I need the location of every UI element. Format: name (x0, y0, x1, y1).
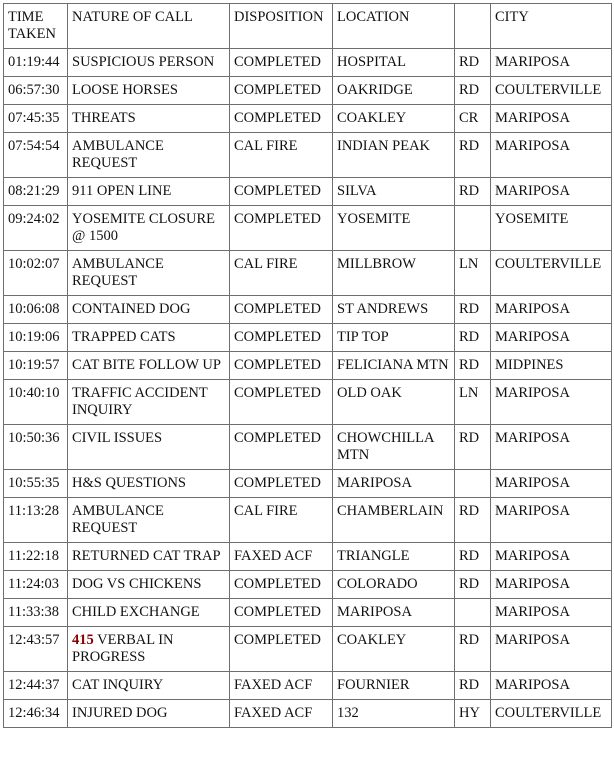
cell-suffix: HY (455, 700, 491, 728)
cell-nature: DOG VS CHICKENS (68, 571, 230, 599)
cell-time: 08:21:29 (4, 178, 68, 206)
cell-nature: H&S QUESTIONS (68, 470, 230, 498)
cell-nature: INJURED DOG (68, 700, 230, 728)
cell-location: 132 (333, 700, 455, 728)
cell-disposition: COMPLETED (230, 470, 333, 498)
cell-suffix: RD (455, 571, 491, 599)
table-row (4, 251, 612, 296)
table-row (4, 105, 612, 133)
cell-disposition: COMPLETED (230, 571, 333, 599)
cell-location: FOURNIER (333, 672, 455, 700)
cell-suffix: RD (455, 324, 491, 352)
table-row (4, 470, 612, 498)
cell-location: COAKLEY (333, 627, 455, 672)
cell-location: COAKLEY (333, 105, 455, 133)
cell-suffix: RD (455, 77, 491, 105)
cell-disposition: COMPLETED (230, 380, 333, 425)
header-nature: NATURE OF CALL (68, 4, 230, 49)
cell-time: 10:19:57 (4, 352, 68, 380)
cell-nature: RETURNED CAT TRAP (68, 543, 230, 571)
cell-city: MARIPOSA (491, 470, 612, 498)
table-row (4, 672, 612, 700)
cell-city: YOSEMITE (491, 206, 612, 251)
cell-nature: CIVIL ISSUES (68, 425, 230, 470)
cell-suffix (455, 206, 491, 251)
cell-disposition: CAL FIRE (230, 251, 333, 296)
cell-disposition: COMPLETED (230, 49, 333, 77)
cell-suffix (455, 470, 491, 498)
cell-time: 10:06:08 (4, 296, 68, 324)
cell-suffix: CR (455, 105, 491, 133)
cell-location: OLD OAK (333, 380, 455, 425)
cell-nature: TRAPPED CATS (68, 324, 230, 352)
cell-city: MARIPOSA (491, 324, 612, 352)
table-row (4, 498, 612, 543)
cell-time: 07:45:35 (4, 105, 68, 133)
cell-city: MARIPOSA (491, 296, 612, 324)
cell-suffix: RD (455, 425, 491, 470)
cell-time: 06:57:30 (4, 77, 68, 105)
cell-disposition: COMPLETED (230, 324, 333, 352)
cell-location: HOSPITAL (333, 49, 455, 77)
table-row (4, 700, 612, 728)
cell-nature: TRAFFIC ACCIDENT INQUIRY (68, 380, 230, 425)
cell-location: MILLBROW (333, 251, 455, 296)
cell-city: MARIPOSA (491, 627, 612, 672)
cell-nature: CHILD EXCHANGE (68, 599, 230, 627)
header-time: TIME TAKEN (4, 4, 68, 49)
table-row (4, 206, 612, 251)
cell-city: MARIPOSA (491, 49, 612, 77)
cell-location: TRIANGLE (333, 543, 455, 571)
cell-location: SILVA (333, 178, 455, 206)
cell-location: CHOWCHILLA MTN (333, 425, 455, 470)
cell-location: INDIAN PEAK (333, 133, 455, 178)
cell-city: MARIPOSA (491, 425, 612, 470)
cell-disposition: CAL FIRE (230, 133, 333, 178)
cell-location: CHAMBERLAIN (333, 498, 455, 543)
cell-time: 07:54:54 (4, 133, 68, 178)
cell-suffix: RD (455, 133, 491, 178)
cell-nature: 911 OPEN LINE (68, 178, 230, 206)
cell-time: 10:02:07 (4, 251, 68, 296)
cell-time: 11:33:38 (4, 599, 68, 627)
table-row (4, 599, 612, 627)
cell-city: MIDPINES (491, 352, 612, 380)
cell-city: MARIPOSA (491, 178, 612, 206)
cell-nature: AMBULANCE REQUEST (68, 498, 230, 543)
cell-location: YOSEMITE (333, 206, 455, 251)
cell-disposition: COMPLETED (230, 206, 333, 251)
cell-location: TIP TOP (333, 324, 455, 352)
cell-time: 10:50:36 (4, 425, 68, 470)
cell-city: MARIPOSA (491, 571, 612, 599)
cell-city: COULTERVILLE (491, 251, 612, 296)
cell-location: FELICIANA MTN (333, 352, 455, 380)
cell-time: 01:19:44 (4, 49, 68, 77)
cell-disposition: COMPLETED (230, 627, 333, 672)
cell-suffix: RD (455, 672, 491, 700)
table-row (4, 77, 612, 105)
cell-city: MARIPOSA (491, 498, 612, 543)
table-row (4, 352, 612, 380)
cell-disposition: FAXED ACF (230, 543, 333, 571)
cell-time: 10:40:10 (4, 380, 68, 425)
cell-nature: AMBULANCE REQUEST (68, 133, 230, 178)
cell-city: COULTERVILLE (491, 700, 612, 728)
cell-suffix: RD (455, 627, 491, 672)
cell-nature: CAT INQUIRY (68, 672, 230, 700)
header-suffix (455, 4, 491, 49)
cell-location: MARIPOSA (333, 599, 455, 627)
cell-time: 10:19:06 (4, 324, 68, 352)
cell-disposition: COMPLETED (230, 77, 333, 105)
table-row (4, 178, 612, 206)
cell-disposition: COMPLETED (230, 352, 333, 380)
call-log-table (3, 3, 612, 728)
cell-suffix: RD (455, 178, 491, 206)
table-row (4, 324, 612, 352)
table-row (4, 133, 612, 178)
cell-city: MARIPOSA (491, 599, 612, 627)
cell-suffix: LN (455, 251, 491, 296)
cell-suffix: RD (455, 49, 491, 77)
cell-nature: CAT BITE FOLLOW UP (68, 352, 230, 380)
cell-nature: LOOSE HORSES (68, 77, 230, 105)
cell-nature: YOSEMITE CLOSURE @ 1500 (68, 206, 230, 251)
header-disposition: DISPOSITION (230, 4, 333, 49)
cell-city: MARIPOSA (491, 105, 612, 133)
cell-time: 11:24:03 (4, 571, 68, 599)
header-location: LOCATION (333, 4, 455, 49)
cell-location: OAKRIDGE (333, 77, 455, 105)
cell-city: MARIPOSA (491, 672, 612, 700)
table-row (4, 296, 612, 324)
cell-city: MARIPOSA (491, 133, 612, 178)
cell-time: 12:46:34 (4, 700, 68, 728)
cell-time: 12:44:37 (4, 672, 68, 700)
cell-suffix: LN (455, 380, 491, 425)
table-row (4, 627, 612, 672)
cell-city: COULTERVILLE (491, 77, 612, 105)
cell-disposition: FAXED ACF (230, 700, 333, 728)
cell-time: 09:24:02 (4, 206, 68, 251)
table-row (4, 425, 612, 470)
cell-location: COLORADO (333, 571, 455, 599)
cell-suffix (455, 599, 491, 627)
cell-suffix: RD (455, 352, 491, 380)
cell-disposition: FAXED ACF (230, 672, 333, 700)
cell-suffix: RD (455, 498, 491, 543)
cell-nature: SUSPICIOUS PERSON (68, 49, 230, 77)
cell-location: ST ANDREWS (333, 296, 455, 324)
cell-disposition: COMPLETED (230, 599, 333, 627)
cell-location: MARIPOSA (333, 470, 455, 498)
cell-disposition: CAL FIRE (230, 498, 333, 543)
cell-nature (68, 627, 230, 672)
cell-disposition: COMPLETED (230, 105, 333, 133)
cell-time: 10:55:35 (4, 470, 68, 498)
cell-nature: CONTAINED DOG (68, 296, 230, 324)
cell-nature: AMBULANCE REQUEST (68, 251, 230, 296)
cell-city: MARIPOSA (491, 380, 612, 425)
cell-suffix: RD (455, 543, 491, 571)
call-code: 415 (72, 632, 94, 648)
cell-disposition: COMPLETED (230, 425, 333, 470)
cell-nature-text: VERBAL IN PROGRESS (72, 632, 174, 665)
table-row (4, 571, 612, 599)
cell-time: 11:13:28 (4, 498, 68, 543)
table-row (4, 380, 612, 425)
table-row (4, 543, 612, 571)
cell-disposition: COMPLETED (230, 178, 333, 206)
cell-disposition: COMPLETED (230, 296, 333, 324)
cell-suffix: RD (455, 296, 491, 324)
header-row (4, 4, 612, 49)
header-city: CITY (491, 4, 612, 49)
cell-time: 12:43:57 (4, 627, 68, 672)
cell-city: MARIPOSA (491, 543, 612, 571)
table-row (4, 49, 612, 77)
cell-nature: THREATS (68, 105, 230, 133)
cell-time: 11:22:18 (4, 543, 68, 571)
